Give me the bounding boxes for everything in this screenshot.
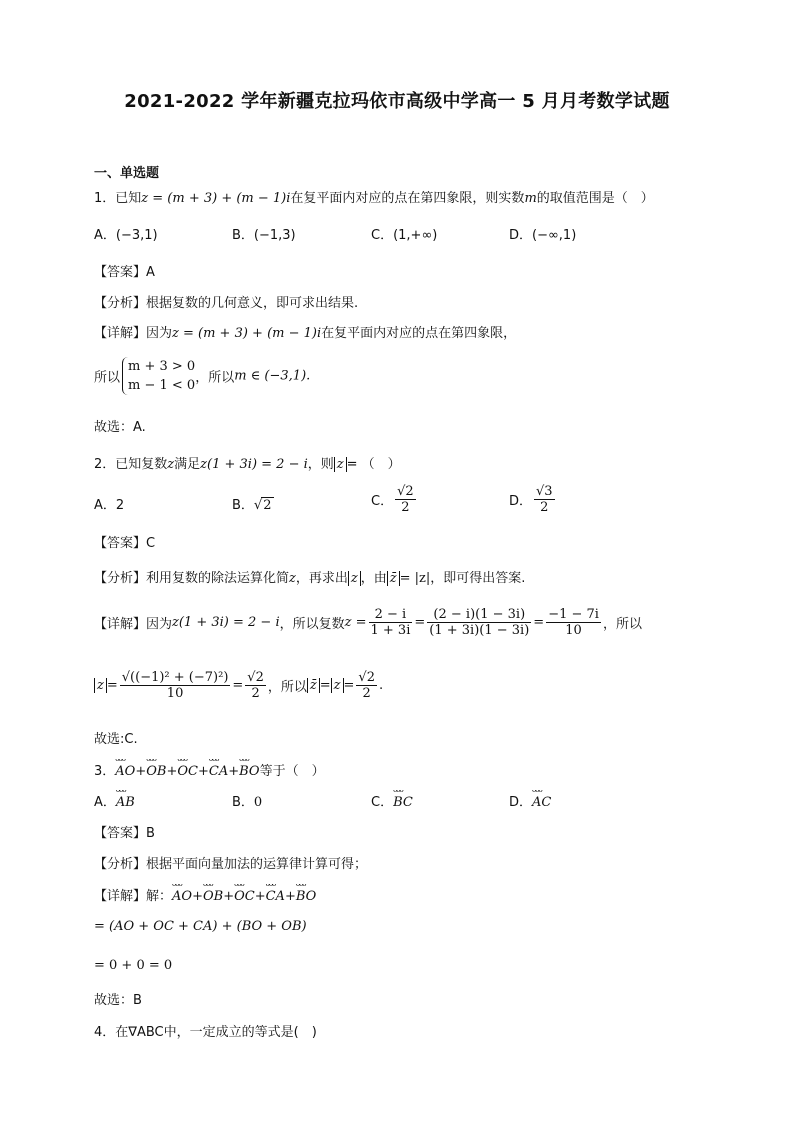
q1-option-d: D．(−∞,1) xyxy=(509,228,577,243)
q2-option-b: B．√2 xyxy=(232,498,272,513)
q1-system: 所以 m + 3 > 0 m − 1 < 0 ，所以m ∈ (−3,1). xyxy=(94,359,311,393)
question-1: 1．已知z = (m + 3) + (m − 1)i在复平面内对应的点在第四象限，则实数m的取值范围是（ ） xyxy=(94,191,654,206)
q2-detail: 【详解】因为z(1 + 3i) = 2 − i，所以复数z = $\frac{2 - i}{1 + 3i}$ = $\frac{(2 - i)(1 - 3i)}{(1 + 3i)(1 - 3i)}$ = $\frac{-1 - 7i}{10}$ ，所以 xyxy=(94,607,642,638)
question-4: 4．在∇ABC中，一定成立的等式是( ) xyxy=(94,1025,317,1040)
question-2: 2．已知复数z满足z(1 + 3i) = 2 − i，则 z = （ ） xyxy=(94,457,401,472)
q2-modulus: z = $\frac{\text{√((−1)² + (−7)²)}}{10}$ = $\frac{√2}{2}$ ，所以 z̄ = z = $\frac{√2}{2}$ . xyxy=(94,670,383,701)
q2-option-c: C． $\frac{√2}{2}$ xyxy=(371,484,414,515)
q2-conclusion: 故选:C. xyxy=(94,732,138,747)
page-title: 2021-2022 学年新疆克拉玛依市高级中学高一 5 月月考数学试题 xyxy=(124,91,670,112)
q2-analysis: 【分析】利用复数的除法运算化简z，再求出 z ，由 z̄ = |z|，即可得出答案. xyxy=(94,571,526,586)
q1-answer: 【答案】A xyxy=(94,265,155,280)
q1-option-b: B．(−1,3) xyxy=(232,228,296,243)
question-3: 3．ᴗᴗᴗ AO+ᴗᴗᴗ OB+ᴗᴗᴗ OC+ᴗᴗᴗ CA+ᴗᴗᴗ BO等于（ ） xyxy=(94,760,325,779)
q3-option-a: A．ᴗᴗᴗ AB xyxy=(94,791,135,810)
q3-detail-line3: = 0 + 0 = 0 xyxy=(94,958,173,973)
q2-answer: 【答案】C xyxy=(94,536,156,551)
q3-analysis: 【分析】根据平面向量加法的运算律计算可得； xyxy=(94,857,368,872)
q1-option-a: A．(−3,1) xyxy=(94,228,158,243)
inequality-system: m + 3 > 0 m − 1 < 0 xyxy=(122,357,195,395)
q1-detail: 【详解】因为z = (m + 3) + (m − 1)i在复平面内对应的点在第四象限， xyxy=(94,326,517,341)
q1-conclusion: 故选：A. xyxy=(94,420,146,435)
q3-answer: 【答案】B xyxy=(94,826,155,841)
q1-option-c: C．(1,+∞) xyxy=(371,228,438,243)
modulus-z: z xyxy=(334,457,347,472)
q2-option-a: A．2 xyxy=(94,498,125,513)
q3-conclusion: 故选：B xyxy=(94,993,142,1008)
q2-option-d: D． $\frac{√3}{2}$ xyxy=(509,484,553,515)
q3-option-c: C．ᴗᴗᴗ BC xyxy=(371,791,413,810)
section-heading: 一、单选题 xyxy=(94,166,160,181)
q3-detail: 【详解】解：ᴗᴗᴗ AO+ᴗᴗᴗ OB+ᴗᴗᴗ OC+ᴗᴗᴗ CA+ᴗᴗᴗ BO xyxy=(94,885,316,904)
q3-option-d: D．ᴗᴗᴗ AC xyxy=(509,791,551,810)
q3-detail-line2: = (AO + OC + CA) + (BO + OB) xyxy=(94,919,307,934)
q1-analysis: 【分析】根据复数的几何意义，即可求出结果. xyxy=(94,296,359,311)
q3-option-b: B．0 xyxy=(232,795,263,810)
